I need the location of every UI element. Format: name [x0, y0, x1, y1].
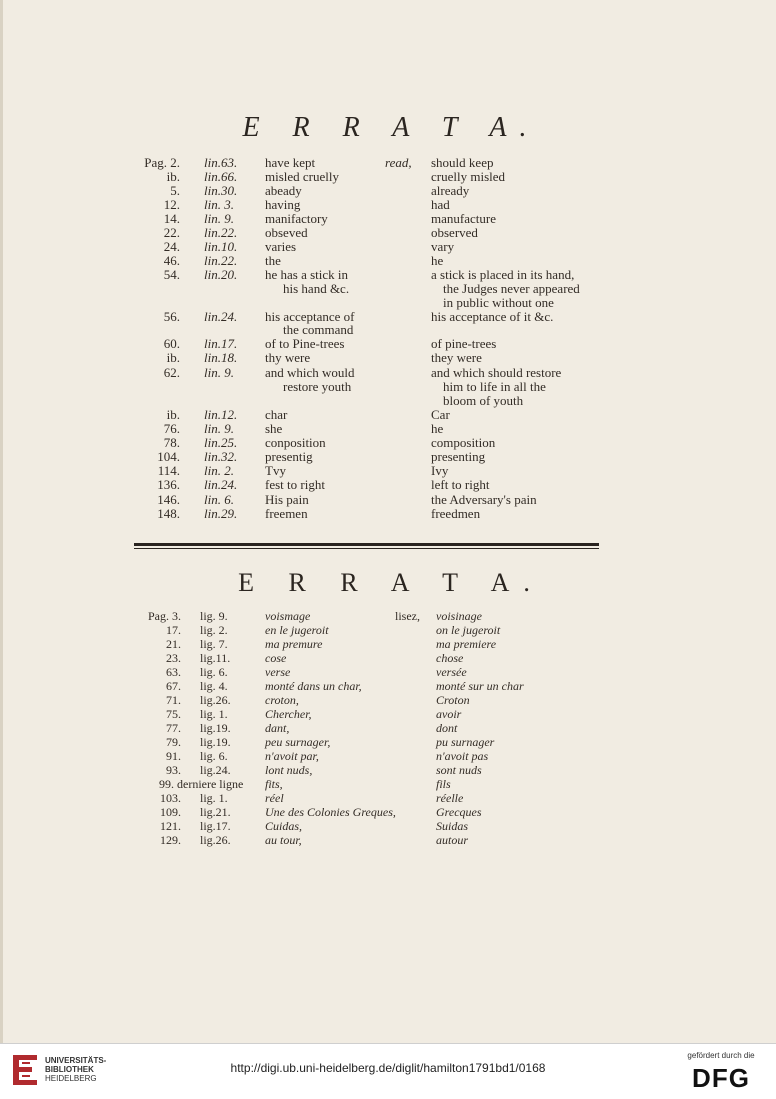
- errata-err-cell: cose: [265, 651, 287, 665]
- errata-lin-cell: lin.22.: [204, 225, 238, 240]
- errata-cor-cell: his acceptance of it &c.: [431, 309, 554, 324]
- errata-pag-cell: 104.: [157, 449, 180, 464]
- errata-cor-cell: Croton: [436, 693, 470, 707]
- errata-pag-cell: 17.: [166, 623, 181, 637]
- errata-cor-cell: composition: [431, 435, 496, 450]
- errata-row: [3, 610, 776, 624]
- divider-rule-top: [134, 543, 599, 546]
- errata-row: [3, 380, 776, 394]
- errata-err-cell: have kept: [265, 155, 316, 170]
- errata-err-cell: voismage: [265, 609, 311, 623]
- errata-english-title: E R R A T A.: [242, 112, 540, 143]
- errata-err-cell: presentig: [265, 449, 313, 464]
- errata-pag-cell: 5.: [170, 183, 180, 198]
- errata-row: [3, 806, 776, 820]
- errata-cor-cell: n'avoit pas: [436, 749, 489, 763]
- errata-lig-cell: lig.11.: [200, 651, 231, 665]
- errata-row: [3, 694, 776, 708]
- errata-cor-cell: observed: [431, 225, 478, 240]
- errata-pag-cell: 129.: [160, 833, 181, 847]
- errata-lig-cell: lig.17.: [200, 819, 231, 833]
- errata-pag-cell: 60.: [163, 336, 180, 351]
- errata-row: [3, 240, 776, 254]
- errata-lig-cell: lig.24.: [200, 763, 231, 777]
- errata-pag-cell: ib.: [166, 407, 180, 422]
- errata-row: [3, 323, 776, 337]
- errata-lig-cell: lig.19.: [200, 721, 231, 735]
- errata-err-cell: His pain: [265, 492, 309, 507]
- errata-row: [3, 638, 776, 652]
- errata-row: [3, 184, 776, 198]
- errata-lin-cell: lin. 6.: [204, 492, 234, 507]
- errata-lig-cell: lig.26.: [200, 693, 231, 707]
- errata-lig-cell: lig. 9.: [200, 609, 228, 623]
- errata-row: [3, 226, 776, 240]
- errata-pag-cell: 23.: [166, 651, 181, 665]
- errata-err-cell: réel: [265, 791, 284, 805]
- errata-lin-cell: lin.63.: [204, 155, 238, 170]
- errata-err-cell: n'avoit par,: [265, 749, 319, 763]
- errata-pag-cell: 22.: [163, 225, 180, 240]
- errata-err-cell: he has a stick in: [265, 267, 349, 282]
- errata-cor-cell: him to life in all the: [443, 379, 546, 394]
- errata-row: [3, 680, 776, 694]
- divider-rule-bottom: [134, 548, 599, 549]
- errata-cor-cell: the Judges never appeared: [443, 281, 580, 296]
- errata-err-cell: peu surnager,: [265, 735, 331, 749]
- errata-pag-cell: 146.: [157, 492, 180, 507]
- errata-row: [3, 408, 776, 422]
- errata-lig-cell: lig. 1.: [200, 791, 228, 805]
- errata-cor-cell: Grecques: [436, 805, 482, 819]
- errata-err-cell: manifactory: [265, 211, 328, 226]
- errata-err-cell: she: [265, 421, 283, 436]
- errata-lin-cell: lin.17.: [204, 336, 238, 351]
- errata-lig-cell: lig. 1.: [200, 707, 228, 721]
- errata-err-cell: obseved: [265, 225, 308, 240]
- errata-err-cell: verse: [265, 665, 291, 679]
- errata-row: [3, 254, 776, 268]
- errata-err-cell: freemen: [265, 506, 308, 521]
- errata-cor-cell: vary: [431, 239, 455, 254]
- errata-row: [3, 170, 776, 184]
- errata-err-cell: fest to right: [265, 477, 325, 492]
- funding-text: gefördert durch die: [687, 1051, 755, 1060]
- errata-cor-cell: autour: [436, 833, 469, 847]
- errata-cor-cell: they were: [431, 350, 482, 365]
- errata-err-cell: varies: [265, 239, 297, 254]
- errata-err-cell: dant,: [265, 721, 290, 735]
- errata-row: [3, 708, 776, 722]
- errata-row: [3, 436, 776, 450]
- errata-lin-cell: lin.29.: [204, 506, 238, 521]
- errata-pag-cell: 77.: [166, 721, 181, 735]
- errata-pag-cell: 21.: [166, 637, 181, 651]
- errata-err-cell: Tvy: [265, 463, 286, 478]
- library-name-line2: BIBLIOTHEK: [45, 1065, 94, 1074]
- errata-pag-cell: 46.: [163, 253, 180, 268]
- errata-err-cell: of to Pine-trees: [265, 336, 345, 351]
- errata-cor-cell: left to right: [431, 477, 490, 492]
- errata-lin-cell: lin.18.: [204, 350, 238, 365]
- errata-row: [3, 464, 776, 478]
- errata-lig-cell: lig.19.: [200, 735, 231, 749]
- errata-lin-cell: lin. 2.: [204, 463, 234, 478]
- errata-err-cell: restore youth: [283, 379, 352, 394]
- errata-pag-cell: 56.: [163, 309, 180, 324]
- errata-row: [3, 212, 776, 226]
- errata-lig-cell: lig. 4.: [200, 679, 228, 693]
- errata-err-cell: monté dans un char,: [265, 679, 362, 693]
- read-label: read,: [385, 155, 412, 170]
- errata-pag-cell: 14.: [163, 211, 180, 226]
- errata-pag-cell: 148.: [157, 506, 180, 521]
- errata-err-cell: abeady: [265, 183, 302, 198]
- errata-cor-cell: presenting: [431, 449, 486, 464]
- errata-row: [3, 820, 776, 834]
- errata-row: [3, 792, 776, 806]
- errata-cor-cell: freedmen: [431, 506, 481, 521]
- errata-err-cell: conposition: [265, 435, 326, 450]
- errata-pag-cell: 121.: [160, 819, 181, 833]
- errata-pag-cell: 24.: [163, 239, 180, 254]
- errata-cor-cell: Suidas: [436, 819, 469, 833]
- errata-cor-cell: and which should restore: [431, 365, 562, 380]
- errata-cor-cell: manufacture: [431, 211, 496, 226]
- errata-row: [3, 507, 776, 521]
- errata-err-cell: and which would: [265, 365, 355, 380]
- errata-pag-cell: 78.: [163, 435, 180, 450]
- errata-row: [3, 764, 776, 778]
- errata-lig-cell: lig. 2.: [200, 623, 228, 637]
- errata-lin-cell: lin.10.: [204, 239, 238, 254]
- library-name-line1: UNIVERSITÄTS-: [45, 1056, 107, 1065]
- errata-row: [3, 652, 776, 666]
- errata-row: [3, 493, 776, 507]
- errata-pag-cell: 62.: [163, 365, 180, 380]
- errata-pag-cell: 91.: [166, 749, 181, 763]
- errata-pag-cell: 67.: [166, 679, 181, 693]
- errata-err-cell: en le jugeroit: [265, 623, 329, 637]
- errata-lin-cell: lin. 3.: [204, 197, 234, 212]
- errata-cor-cell: pu surnager: [436, 735, 495, 749]
- errata-err-cell: au tour,: [265, 833, 302, 847]
- errata-french-title: E R R A T A.: [238, 568, 544, 597]
- errata-pag-cell: Pag. 2.: [144, 155, 180, 170]
- errata-cor-cell: had: [431, 197, 450, 212]
- errata-cor-cell: avoir: [436, 707, 462, 721]
- errata-lin-cell: lin.32.: [204, 449, 238, 464]
- errata-row: [3, 366, 776, 380]
- errata-cor-cell: already: [431, 183, 470, 198]
- errata-row: [3, 268, 776, 282]
- errata-lin-cell: lin.22.: [204, 253, 238, 268]
- errata-row: [3, 834, 776, 848]
- errata-row: [3, 624, 776, 638]
- errata-lin-cell: lin.24.: [204, 309, 238, 324]
- errata-pag-cell: 109.: [160, 805, 181, 819]
- lisez-label: lisez,: [395, 609, 420, 623]
- errata-row: [3, 736, 776, 750]
- library-name-line3: HEIDELBERG: [45, 1074, 97, 1083]
- errata-lig-cell: lig.26.: [200, 833, 231, 847]
- errata-row: [3, 394, 776, 408]
- errata-lin-cell: lin.30.: [204, 183, 238, 198]
- errata-cor-cell: Ivy: [431, 463, 449, 478]
- errata-row: [3, 722, 776, 736]
- errata-err-cell: Chercher,: [265, 707, 312, 721]
- errata-row: [3, 310, 776, 324]
- errata-lig-cell: lig. 7.: [200, 637, 228, 651]
- errata-cor-cell: a stick is placed in its hand,: [431, 267, 575, 282]
- errata-cor-cell: in public without one: [443, 295, 554, 310]
- dfg-logo: DFG: [692, 1063, 750, 1093]
- errata-cor-cell: voisinage: [436, 609, 482, 623]
- errata-row: [3, 337, 776, 351]
- errata-pag-cell: 103.: [160, 791, 181, 805]
- errata-pag-cell: ib.: [166, 169, 180, 184]
- errata-cor-cell: Car: [431, 407, 450, 422]
- errata-cor-cell: bloom of youth: [443, 393, 524, 408]
- errata-cor-cell: dont: [436, 721, 458, 735]
- errata-cor-cell: should keep: [431, 155, 494, 170]
- errata-err-cell: char: [265, 407, 288, 422]
- viewer-footer: [0, 1043, 776, 1099]
- errata-row: [3, 450, 776, 464]
- errata-pag-cell: ib.: [166, 350, 180, 365]
- errata-cor-cell: he: [431, 421, 444, 436]
- errata-lin-cell: lin.24.: [204, 477, 238, 492]
- errata-lig-cell: lig. 6.: [200, 665, 228, 679]
- errata-err-cell: Une des Colonies Greques,: [265, 805, 396, 819]
- errata-pag-cell: 63.: [166, 665, 181, 679]
- errata-err-cell: fits,: [265, 777, 283, 791]
- errata-row: [3, 478, 776, 492]
- errata-err-cell: the: [265, 253, 281, 268]
- errata-cor-cell: of pine-trees: [431, 336, 497, 351]
- errata-row: [3, 198, 776, 212]
- errata-lin-cell: lin. 9.: [204, 365, 234, 380]
- errata-cor-cell: on le jugeroit: [436, 623, 501, 637]
- errata-row: [3, 296, 776, 310]
- errata-pag-cell: 79.: [166, 735, 181, 749]
- errata-cor-cell: he: [431, 253, 444, 268]
- errata-lin-cell: lin.20.: [204, 267, 238, 282]
- errata-lin-cell: lin.12.: [204, 407, 238, 422]
- errata-cor-cell: the Adversary's pain: [431, 492, 537, 507]
- errata-err-cell: lont nuds,: [265, 763, 313, 777]
- errata-err-cell: misled cruelly: [265, 169, 340, 184]
- errata-lig-cell: lig. 6.: [200, 749, 228, 763]
- errata-pag-cell: 93.: [166, 763, 181, 777]
- errata-lin-cell: lin. 9.: [204, 421, 234, 436]
- errata-cor-cell: fils: [436, 777, 451, 791]
- errata-cor-cell: cruelly misled: [431, 169, 506, 184]
- errata-cor-cell: réelle: [436, 791, 464, 805]
- errata-row: [3, 422, 776, 436]
- page-url-link[interactable]: http://digi.ub.uni-heidelberg.de/diglit/hamilton1791bd1/0168: [230, 1061, 546, 1075]
- errata-pag-cell: 75.: [166, 707, 181, 721]
- errata-cor-cell: ma premiere: [436, 637, 497, 651]
- errata-err-cell: his hand &c.: [283, 281, 350, 296]
- errata-err-cell: ma premure: [265, 637, 323, 651]
- errata-row: [3, 666, 776, 680]
- errata-cor-cell: monté sur un char: [436, 679, 524, 693]
- errata-lin-cell: lin. 9.: [204, 211, 234, 226]
- errata-row: [3, 282, 776, 296]
- errata-lig-cell: lig.21.: [200, 805, 231, 819]
- errata-cor-cell: versée: [436, 665, 467, 679]
- errata-err-cell: thy were: [265, 350, 311, 365]
- errata-pag-cell: 99. derniere ligne: [159, 777, 244, 791]
- errata-pag-cell: 54.: [163, 267, 180, 282]
- errata-pag-cell: 76.: [163, 421, 180, 436]
- errata-pag-cell: 71.: [166, 693, 181, 707]
- errata-pag-cell: Pag. 3.: [148, 609, 181, 623]
- errata-pag-cell: 12.: [163, 197, 180, 212]
- errata-cor-cell: chose: [436, 651, 464, 665]
- errata-err-cell: Cuidas,: [265, 819, 303, 833]
- errata-row: [3, 750, 776, 764]
- errata-lin-cell: lin.66.: [204, 169, 238, 184]
- errata-pag-cell: 114.: [157, 463, 180, 478]
- errata-cor-cell: sont nuds: [436, 763, 482, 777]
- errata-err-cell: the command: [283, 322, 354, 337]
- errata-row: [3, 351, 776, 365]
- errata-pag-cell: 136.: [157, 477, 180, 492]
- errata-err-cell: croton,: [265, 693, 299, 707]
- errata-err-cell: his acceptance of: [265, 309, 355, 324]
- errata-lin-cell: lin.25.: [204, 435, 238, 450]
- errata-row: [3, 778, 776, 792]
- errata-err-cell: having: [265, 197, 301, 212]
